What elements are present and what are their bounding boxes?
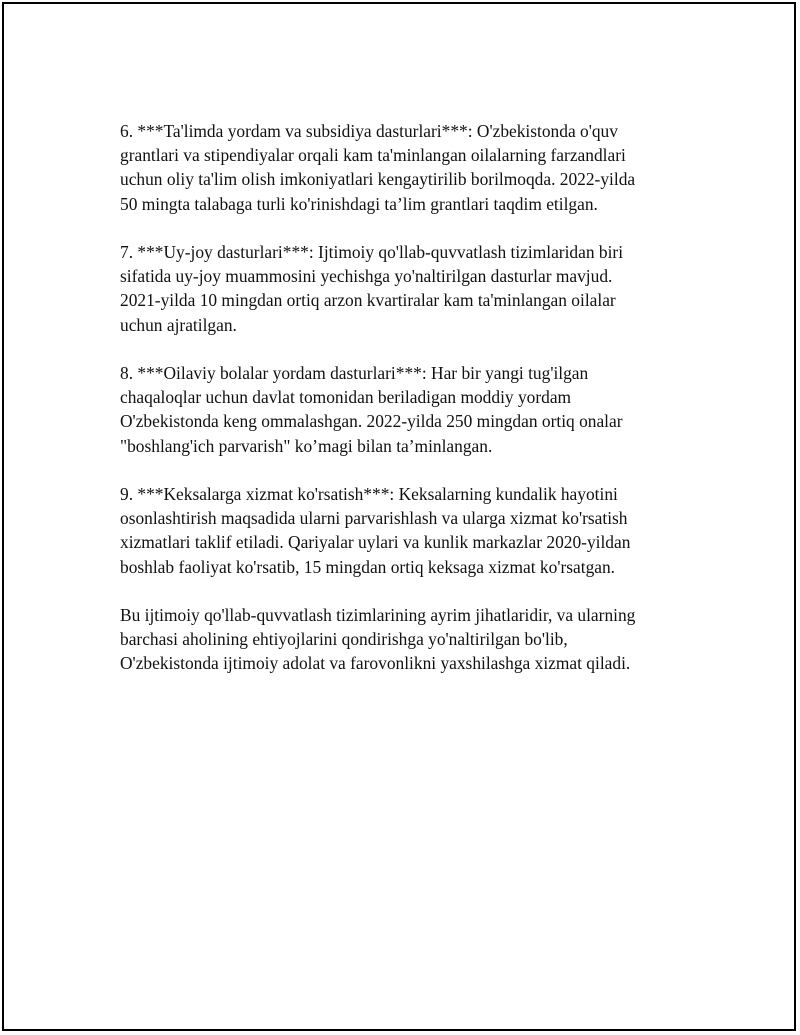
text-line: 9. ***Keksalarga xizmat ko'rsatish***: Keksalarning kundalik hayotini (120, 484, 618, 504)
text-line: 2021-yilda 10 mingdan ortiq arzon kvartiralar kam ta'minlangan oilalar (120, 290, 616, 311)
paragraph-housing-programs (120, 240, 690, 337)
text-line: O'zbekistonda ijtimoiy adolat va farovonlikni yaxshilashga xizmat qiladi. (120, 653, 631, 674)
text-line: grantlari va stipendiyalar orqali kam ta'minlangan oilalarning farzandlari (120, 145, 626, 166)
text-line: osonlashtirish maqsadida ularni parvarishlash va ularga xizmat ko'rsatish (120, 508, 628, 529)
document-page (2, 2, 796, 1031)
text-line: xizmatlari taklif etiladi. Qariyalar uylari va kunlik markazlar 2020-yildan (120, 532, 631, 553)
paragraph-education-support (120, 119, 690, 216)
text-line: O'zbekistonda keng ommalashgan. 2022-yilda 250 mingdan ortiq onalar (120, 411, 623, 432)
paragraph-elderly-services (120, 482, 690, 579)
paragraph-child-support (120, 361, 690, 458)
text-line: sifatida uy-joy muammosini yechishga yo'naltirilgan dasturlar mavjud. (120, 266, 613, 287)
text-line: Bu ijtimoiy qo'llab-quvvatlash tizimlarining ayrim jihatlaridir, va ularning (120, 605, 636, 625)
text-line: uchun oliy ta'lim olish imkoniyatlari kengaytirilib borilmoqda. 2022-yilda (120, 169, 636, 190)
text-line: boshlab faoliyat ko'rsatib, 15 mingdan ortiq keksaga xizmat ko'rsatgan. (120, 556, 616, 577)
document-body (120, 119, 690, 700)
text-line: 7. ***Uy-joy dasturlari***: Ijtimoiy qo'llab-quvvatlash tizimlaridan biri (120, 242, 624, 262)
text-line: 8. ***Oilaviy bolalar yordam dasturlari***: Har bir yangi tug'ilgan (120, 363, 589, 383)
text-line: barchasi aholining ehtiyojlarini qondirishga yo'naltirilgan bo'lib, (120, 629, 568, 650)
text-line: "boshlang'ich parvarish" ko’magi bilan ta’minlangan. (120, 435, 493, 456)
paragraph-conclusion (120, 603, 690, 676)
text-line: 6. ***Ta'limda yordam va subsidiya dasturlari***: O'zbekistonda o'quv (120, 121, 618, 141)
text-line: 50 mingta talabaga turli ko'rinishdagi ta’lim grantlari taqdim etilgan. (120, 193, 598, 214)
text-line: uchun ajratilgan. (120, 314, 237, 335)
text-line: chaqaloqlar uchun davlat tomonidan beriladigan moddiy yordam (120, 387, 572, 408)
